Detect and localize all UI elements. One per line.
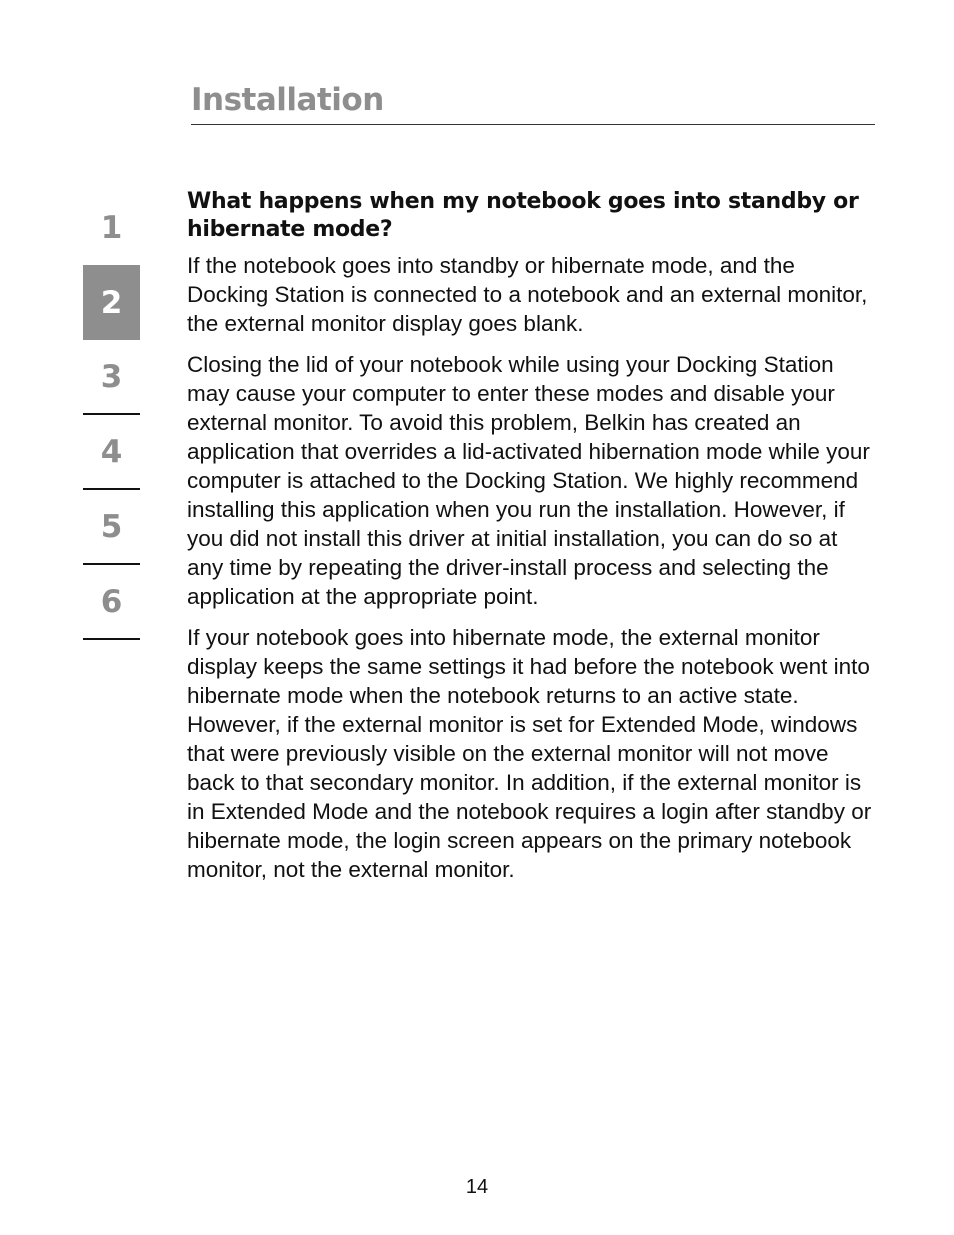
chapter-tab-6[interactable]: 6 <box>83 565 140 640</box>
paragraph-standby-behavior: If the notebook goes into standby or hibernate mode, and the Docking Station is connected to a notebook and an external monitor, the external monitor display goes blank. <box>187 253 868 336</box>
page-number: 14 <box>465 1176 489 1198</box>
chapter-nav <box>83 190 140 640</box>
section-title: Installation <box>191 82 384 118</box>
faq-question: What happens when my notebook goes into standby or hibernate mode? <box>187 189 859 242</box>
chapter-tab-5[interactable]: 5 <box>83 490 140 565</box>
paragraph-lid-application: Closing the lid of your notebook while using your Docking Station may cause your computer to enter these modes and disable your external monitor. To avoid this problem, Belkin has created an application that overrides a lid-activated hibernation mode while your computer is attached to the Docking Station. We highly recommend installing this application when you run the installation. However, if you did not install this driver at initial installation, you can do so at any time by repeating the driver-install process and selecting the application at the appropriate point. <box>187 352 870 609</box>
chapter-tab-1[interactable]: 1 <box>100 209 123 246</box>
chapter-tab-2[interactable]: 2 <box>83 265 140 340</box>
chapter-tab-4[interactable]: 4 <box>83 415 140 490</box>
main-content <box>187 188 872 896</box>
paragraph-hibernate-extended-mode: If your notebook goes into hibernate mode, the external monitor display keeps the same settings it had before the notebook went into hibernate mode when the notebook returns to an active state. However, if the external monitor is set for Extended Mode, windows that were previously visible on the external monitor will not move back to that secondary monitor. In addition, if the external monitor is in Extended Mode and the notebook requires a login after standby or hibernate mode, the login screen appears on the primary notebook monitor, not the external monitor. <box>187 625 872 882</box>
chapter-tab-3[interactable]: 3 <box>83 340 140 415</box>
title-divider <box>191 124 875 125</box>
